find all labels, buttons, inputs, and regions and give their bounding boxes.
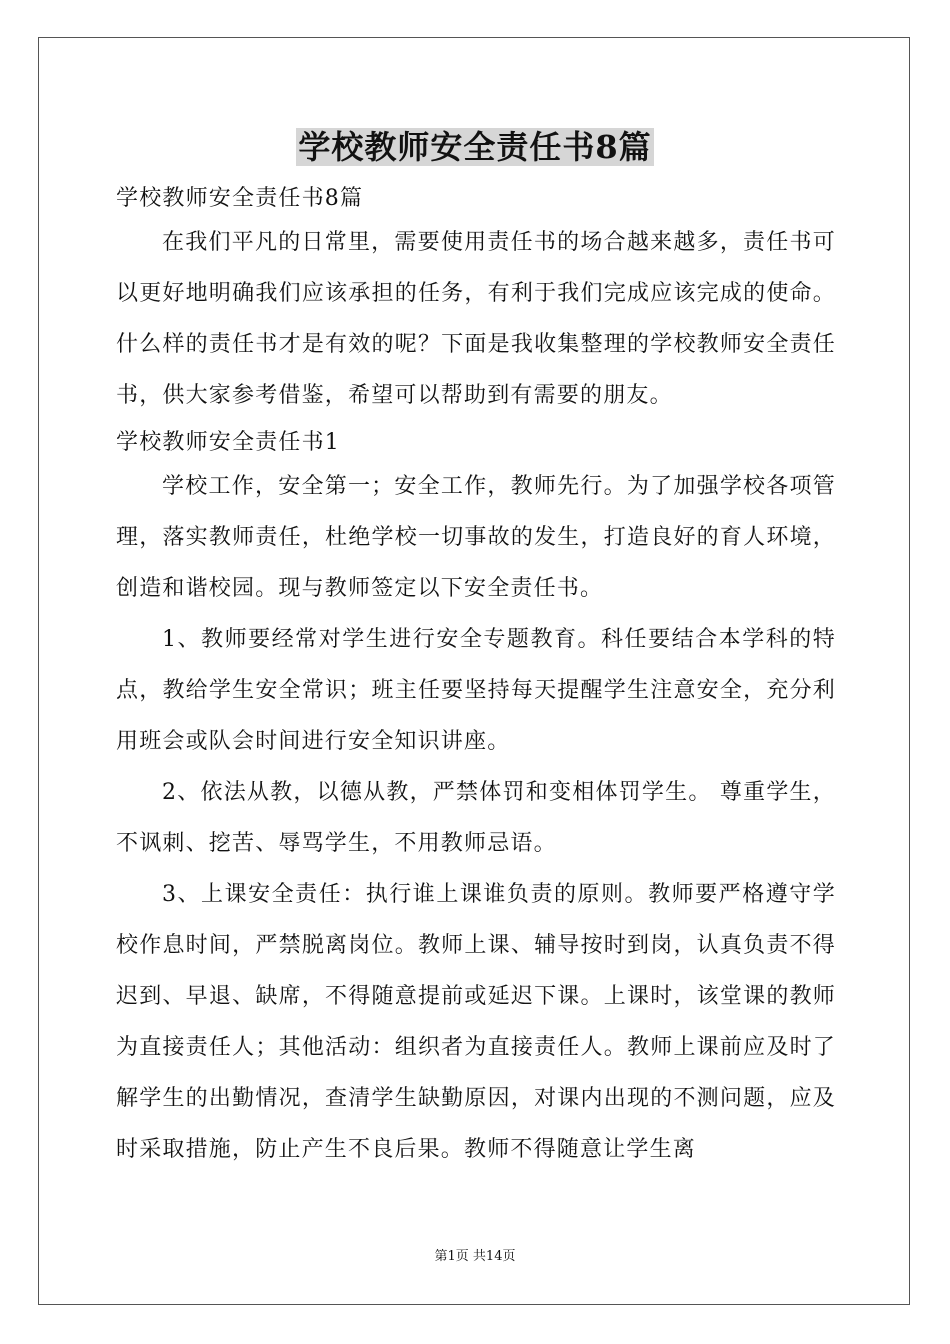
body-paragraph: 1、教师要经常对学生进行安全专题教育。科任要结合本学科的特点，教给学生安全常识；班主任要坚持每天提醒学生注意安全，充分利用班会或队会时间进行安全知识讲座。 [116, 627, 836, 754]
section-heading: 学校教师安全责任书1 [116, 430, 340, 455]
page-number-footer: 第1页 共14页 [434, 1249, 516, 1264]
document-subtitle: 学校教师安全责任书8篇 [116, 186, 364, 211]
body-paragraph: 3、上课安全责任：执行谁上课谁负责的原则。教师要严格遵守学校作息时间，严禁脱离岗位。教师上课、辅导按时到岗，认真负责不得迟到、早退、缺席，不得随意提前或延迟下课。上课时，该堂课的教师为直接责任人；其他活动：组织者为直接责任人。教师上课前应及时了解学生的出勤情况，查清学生缺勤原因，对课内出现的不测问题，应及时采取措施，防止产生不良后果。教师不得随意让学生离 [116, 882, 836, 1162]
body-paragraph: 学校工作，安全第一；安全工作，教师先行。为了加强学校各项管理，落实教师责任，杜绝学校一切事故的发生，打造良好的育人环境，创造和谐校园。现与教师签定以下安全责任书。 [116, 474, 836, 601]
document-body [116, 181, 836, 1175]
body-paragraph: 2、依法从教，以德从教，严禁体罚和变相体罚学生。 尊重学生，不讽刺、挖苦、辱骂学生，不用教师忌语。 [116, 780, 836, 856]
document-title-text: 学校教师安全责任书8篇 [298, 128, 652, 166]
document-title [0, 124, 950, 170]
intro-paragraph: 在我们平凡的日常里，需要使用责任书的场合越来越多，责任书可以更好地明确我们应该承担的任务，有利于我们完成应该完成的使命。什么样的责任书才是有效的呢？下面是我收集整理的学校教师安全责任书，供大家参考借鉴，希望可以帮助到有需要的朋友。 [116, 230, 836, 408]
